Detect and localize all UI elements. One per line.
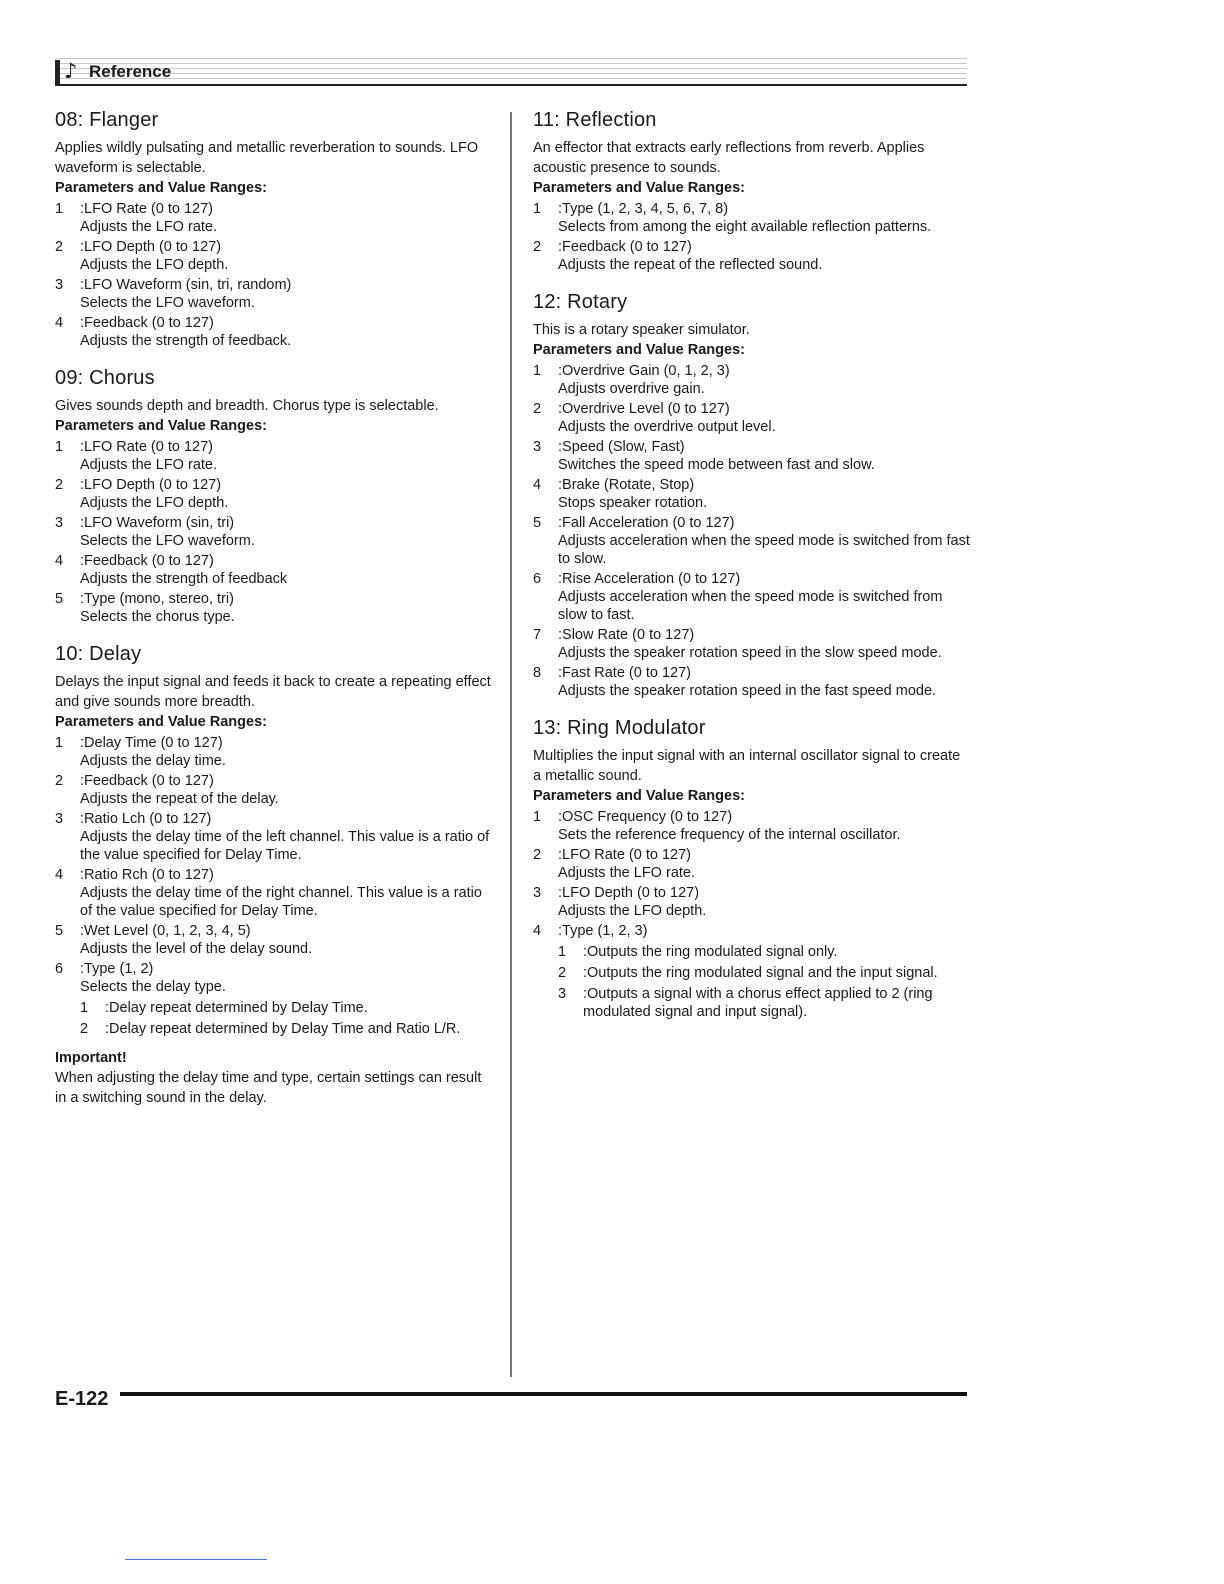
important-label: Important! (55, 1050, 127, 1066)
param-desc: Adjusts the speaker rotation speed in the fast speed mode. (558, 683, 937, 699)
param-name: :Ratio Rch (0 to 127) (80, 867, 214, 883)
section-title: 08: Flanger (55, 109, 159, 131)
param-desc: Adjusts the strength of feedback. (80, 333, 292, 349)
param-desc: Selects the LFO waveform. (80, 533, 255, 549)
param-name: :Overdrive Level (0 to 127) (558, 401, 730, 417)
sub-option-text: :Outputs the ring modulated signal only. (583, 944, 838, 960)
param-desc: Adjusts the delay time. (80, 753, 226, 769)
music-note-icon: ♪ (64, 59, 78, 83)
param-number: 2 (55, 773, 64, 789)
param-number: 5 (55, 923, 64, 939)
param-name: :LFO Depth (0 to 127) (80, 239, 222, 255)
param-desc: Stops speaker rotation. (558, 495, 708, 511)
param-desc: Selects the LFO waveform. (80, 295, 255, 311)
param-number: 3 (533, 885, 542, 901)
sub-option (558, 964, 971, 982)
section-description: This is a rotary speaker simulator. (533, 322, 750, 338)
important-text: When adjusting the delay time and type, certain settings can result in a switching sound in the delay. (55, 1070, 482, 1106)
param-number: 6 (533, 571, 542, 587)
param-desc: Adjusts the LFO depth. (80, 495, 229, 511)
param-desc: Selects from among the eight available reflection patterns. (558, 219, 932, 235)
param-desc: Selects the chorus type. (80, 609, 235, 625)
sub-option-text: :Delay repeat determined by Delay Time and Ratio L/R. (105, 1021, 461, 1037)
param-name: :LFO Rate (0 to 127) (558, 847, 691, 863)
param-desc: Switches the speed mode between fast and slow. (558, 457, 875, 473)
param-item (533, 884, 971, 920)
section-reflection (533, 107, 971, 274)
param-number: 5 (55, 591, 64, 607)
param-name: :Wet Level (0, 1, 2, 3, 4, 5) (80, 923, 251, 939)
param-name: :Speed (Slow, Fast) (558, 439, 685, 455)
sub-option-number: 1 (80, 1000, 89, 1016)
section-title: 12: Rotary (533, 291, 628, 313)
column-divider (510, 112, 512, 1377)
param-desc: Selects the delay type. (80, 979, 226, 995)
param-item (533, 808, 971, 844)
param-item (533, 846, 971, 882)
param-desc: Adjusts the repeat of the reflected sound. (558, 257, 823, 273)
param-name: :Delay Time (0 to 127) (80, 735, 223, 751)
param-name: :LFO Rate (0 to 127) (80, 201, 213, 217)
section-description: Multiplies the input signal with an internal oscillator signal to create a metallic sound. (533, 748, 961, 784)
right-column (533, 107, 971, 1036)
param-number: 8 (533, 665, 542, 681)
param-name: :Feedback (0 to 127) (558, 239, 692, 255)
param-number: 2 (533, 239, 542, 255)
param-number: 2 (533, 401, 542, 417)
param-name: :Overdrive Gain (0, 1, 2, 3) (558, 363, 730, 379)
param-desc: Adjusts the LFO rate. (80, 219, 218, 235)
param-name: :Fall Acceleration (0 to 127) (558, 515, 735, 531)
section-description: Gives sounds depth and breadth. Chorus type is selectable. (55, 398, 439, 414)
param-item (533, 362, 971, 398)
param-number: 1 (55, 735, 64, 751)
param-number: 4 (533, 923, 542, 939)
section-title: 09: Chorus (55, 367, 155, 389)
params-heading: Parameters and Value Ranges: (533, 788, 745, 804)
section-rotary (533, 289, 971, 700)
section-title: 13: Ring Modulator (533, 717, 706, 739)
param-name: :LFO Depth (0 to 127) (558, 885, 700, 901)
param-name: :Rise Acceleration (0 to 127) (558, 571, 741, 587)
param-item (55, 590, 495, 626)
param-desc: Adjusts the delay time of the right channel. This value is a ratio of the value specified for Delay Time. (80, 885, 482, 919)
param-number: 1 (55, 201, 64, 217)
param-item (55, 772, 495, 808)
param-number: 7 (533, 627, 542, 643)
param-number: 1 (533, 363, 542, 379)
param-desc: Adjusts the overdrive output level. (558, 419, 776, 435)
param-desc: Adjusts the strength of feedback (80, 571, 288, 587)
page-number: E-122 (55, 1388, 109, 1410)
section-title: 11: Reflection (533, 109, 657, 131)
param-name: :OSC Frequency (0 to 127) (558, 809, 733, 825)
param-item (55, 514, 495, 550)
param-name: :Type (mono, stereo, tri) (80, 591, 234, 607)
param-desc: Adjusts the speaker rotation speed in the slow speed mode. (558, 645, 942, 661)
section-description: Applies wildly pulsating and metallic reverberation to sounds. LFO waveform is selectable. (55, 140, 479, 176)
param-item (55, 438, 495, 474)
param-item (55, 276, 495, 312)
params-heading: Parameters and Value Ranges: (55, 714, 267, 730)
param-item (533, 626, 971, 662)
param-number: 2 (533, 847, 542, 863)
param-name: :Slow Rate (0 to 127) (558, 627, 695, 643)
param-desc: Adjusts the delay time of the left channel. This value is a ratio of the value specified for Delay Time. (80, 829, 490, 863)
param-desc: Sets the reference frequency of the internal oscillator. (558, 827, 901, 843)
param-desc: Adjusts acceleration when the speed mode is switched from slow to fast. (558, 589, 943, 623)
param-name: :LFO Rate (0 to 127) (80, 439, 213, 455)
param-number: 4 (55, 867, 64, 883)
param-desc: Adjusts the LFO depth. (80, 257, 229, 273)
param-name: :Feedback (0 to 127) (80, 315, 214, 331)
param-number: 1 (533, 809, 542, 825)
section-description: Delays the input signal and feeds it back to create a repeating effect and give sounds more breadth. (55, 674, 491, 710)
param-item (533, 570, 971, 624)
sub-option-number: 1 (558, 944, 567, 960)
param-item (533, 200, 971, 236)
param-item (533, 476, 971, 512)
sub-option (80, 999, 495, 1017)
param-number: 2 (55, 477, 64, 493)
sub-option-text: :Delay repeat determined by Delay Time. (105, 1000, 368, 1016)
param-item (55, 238, 495, 274)
param-name: :Feedback (0 to 127) (80, 773, 214, 789)
param-number: 4 (55, 553, 64, 569)
param-name: :Type (1, 2) (80, 961, 154, 977)
sub-option-number: 2 (558, 965, 567, 981)
sub-option-text: :Outputs the ring modulated signal and the input signal. (583, 965, 938, 981)
param-desc: Adjusts acceleration when the speed mode is switched from fast to slow. (558, 533, 970, 567)
param-desc: Adjusts overdrive gain. (558, 381, 705, 397)
params-heading: Parameters and Value Ranges: (533, 180, 745, 196)
section-description: An effector that extracts early reflections from reverb. Applies acoustic presence to sounds. (533, 140, 925, 176)
param-number: 5 (533, 515, 542, 531)
param-item (533, 438, 971, 474)
param-desc: Adjusts the LFO rate. (80, 457, 218, 473)
param-name: :LFO Waveform (sin, tri, random) (80, 277, 292, 293)
footer-rule (120, 1392, 967, 1396)
page-link-underline (125, 1559, 267, 1560)
param-desc: Adjusts the repeat of the delay. (80, 791, 279, 807)
param-desc: Adjusts the LFO rate. (558, 865, 696, 881)
sub-option (80, 1020, 495, 1038)
section-ring-modulator (533, 715, 971, 1021)
param-number: 3 (55, 277, 64, 293)
param-name: :Brake (Rotate, Stop) (558, 477, 695, 493)
param-name: :LFO Depth (0 to 127) (80, 477, 222, 493)
param-name: :Fast Rate (0 to 127) (558, 665, 691, 681)
param-name: :Type (1, 2, 3) (558, 923, 648, 939)
param-name: :LFO Waveform (sin, tri) (80, 515, 235, 531)
params-heading: Parameters and Value Ranges: (533, 342, 745, 358)
param-desc: Adjusts the level of the delay sound. (80, 941, 313, 957)
param-item (55, 314, 495, 350)
param-name: :Ratio Lch (0 to 127) (80, 811, 212, 827)
param-item (55, 810, 495, 864)
param-item (533, 664, 971, 700)
param-name: :Feedback (0 to 127) (80, 553, 214, 569)
param-item (55, 866, 495, 920)
section-chorus (55, 365, 495, 626)
param-item (533, 400, 971, 436)
param-item (55, 200, 495, 236)
left-column (55, 107, 495, 1123)
param-item (55, 476, 495, 512)
param-item (533, 922, 971, 1021)
header-title: Reference (89, 62, 172, 81)
sub-option (558, 985, 971, 1021)
sub-option-number: 2 (80, 1021, 89, 1037)
param-number: 2 (55, 239, 64, 255)
param-number: 3 (55, 515, 64, 531)
sub-option-number: 3 (558, 986, 567, 1002)
params-heading: Parameters and Value Ranges: (55, 418, 267, 434)
header-bar (55, 60, 60, 86)
param-item (55, 922, 495, 958)
param-number: 3 (55, 811, 64, 827)
param-name: :Type (1, 2, 3, 4, 5, 6, 7, 8) (558, 201, 729, 217)
sub-option (558, 943, 971, 961)
params-heading: Parameters and Value Ranges: (55, 180, 267, 196)
page-header (55, 58, 967, 86)
param-number: 1 (55, 439, 64, 455)
param-desc: Adjusts the LFO depth. (558, 903, 707, 919)
section-flanger (55, 107, 495, 350)
param-number: 1 (533, 201, 542, 217)
param-item (533, 238, 971, 274)
section-title: 10: Delay (55, 643, 142, 665)
param-item (533, 514, 971, 568)
sub-option-text: :Outputs a signal with a chorus effect applied to 2 (ring modulated signal and input signal). (583, 986, 933, 1020)
param-number: 4 (533, 477, 542, 493)
param-number: 4 (55, 315, 64, 331)
param-number: 3 (533, 439, 542, 455)
param-item (55, 960, 495, 1038)
param-number: 6 (55, 961, 64, 977)
section-delay (55, 641, 495, 1108)
param-item (55, 552, 495, 588)
param-item (55, 734, 495, 770)
